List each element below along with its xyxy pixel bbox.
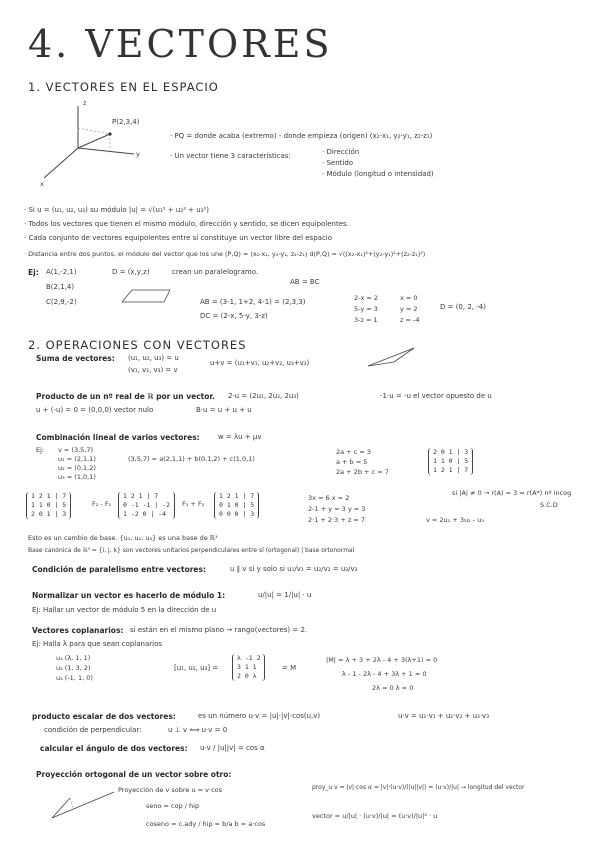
parallelogram-note: crean un paralelogramo.	[172, 268, 259, 276]
example-point: A(1,-2,1)	[46, 268, 77, 276]
solution-step: 3x = 6 x = 2	[308, 494, 350, 502]
parallelogram-sketch	[118, 284, 178, 308]
system-solution: x = 0	[400, 294, 418, 302]
combination-vector: v = (3,5,7)	[58, 446, 94, 454]
opposite-vector-eq: -1·u = -u el vector opuesto de u	[380, 392, 492, 400]
linear-combination-label: Combinación lineal de varios vectores:	[36, 433, 200, 442]
system-eq: 5-y = 3	[354, 305, 378, 313]
combination-system: 2a + 2b + c = 7	[336, 468, 389, 476]
null-vector-eq: u + (-u) = 0 = (0,0,0) vector nulo	[36, 406, 154, 414]
d-result: D = (0, 2, -4)	[440, 303, 486, 311]
section-heading-2: 2. OPERACIONES CON VECTORES	[28, 338, 247, 352]
determinant-note: si |A| ≠ 0 → r(A) = 3 = r(A*) nº incog	[452, 489, 572, 497]
ab-calculation: AB = (3-1, 1+2, 4-1) = (2,3,3)	[200, 298, 306, 306]
example-point: B(2,1,4)	[46, 283, 75, 291]
vector-characteristics-intro: · Un vector tiene 3 características:	[170, 152, 291, 160]
vector-char-item: · Sentido	[322, 159, 354, 167]
scalar-product-eq: 2·u = (2u₁, 2u₂, 2u₃)	[228, 392, 299, 400]
projection-triangle-sketch	[48, 784, 118, 824]
coplanar-vector: u₂ (1, 3, 2)	[56, 664, 91, 672]
angle-formula: u·v / |u||v| = cos α	[200, 744, 265, 752]
augmented-matrix-step: 1 2 1 | 7 0 -1 -1 | -2 1 -2 0 | -4	[118, 492, 175, 519]
augmented-matrix: 1 2 1 | 7 1 1 0 | 5 2 0 1 | 3	[26, 492, 71, 519]
coplanar-vector: u₃ (-1, 1, 0)	[56, 674, 93, 682]
pq-definition: · PQ = donde acaba (extremo) - donde empieza (origen) (x₂-x₁, y₂-y₁, z₂-z₁)	[170, 132, 433, 140]
projection-formula: proy_u v = |v|·cos α = |v|·(u·v)/(|u||v|) = (u·v)/|u| → longitud del vector	[312, 784, 525, 791]
row-operation: F₃ + F₂	[182, 500, 205, 508]
system-solution: y = 2	[400, 305, 418, 313]
cosine-definition: coseno = c.ady / hip = b/a b = a·cos	[146, 820, 266, 828]
note-line: · Todos los vectores que tienen el mismo módulo, dirección y sentido, se dicen equipolentes.	[24, 220, 349, 228]
coplanar-matrix-expression: [u₁, u₂, u₃] =	[174, 664, 219, 672]
note-line: · Cada conjunto de vectores equipolentes entre sí constituye un vector libre del espacio	[24, 234, 333, 242]
example-point-d: D = (x,y,z)	[112, 268, 150, 276]
combination-result: v = 2u₁ + 3u₂ - u₃	[426, 516, 484, 524]
basis-note: Esto es un cambio de base. {u₁, u₂, u₃} es una base de ℝ³	[28, 534, 218, 542]
note-line: · Distancia entre dos puntos, el módulo del vector que los une (P,Q) = (x₂-x₁, y₂-y₁, z₂-z₁) d(P,Q) = √((x₂-x₁)²+(y₂-y₁)²+(z₂-z₁)²)	[24, 250, 426, 258]
coplanar-matrix-name: = M	[282, 664, 297, 672]
coefficient-matrix: 2 0 1 | 3 1 1 0 | 5 1 2 1 | 7	[428, 448, 473, 475]
sum-vector-v: (v₁, v₂, v₃) = v	[128, 366, 178, 374]
combination-system: a + b = 5	[336, 458, 368, 466]
solution-step: 2-1 + y = 3 y = 3	[308, 505, 366, 513]
row-operation: F₂ - F₁	[92, 500, 112, 508]
system-eq: 3-z = 1	[354, 316, 378, 324]
parallelism-condition: u ∥ v si y solo si u₁/v₁ = u₂/v₂ = u₃/v₃	[230, 565, 358, 573]
normalize-eq: u/|u| = 1/|u| · u	[258, 591, 312, 599]
sine-definition: seno = cop / hip	[146, 802, 200, 810]
ab-equals-bc: AB = BC	[290, 278, 320, 286]
combination-vector: u₂ = (0,1,2)	[58, 464, 96, 472]
note-line: · Si u = (u₁, u₂, u₃) su módulo |u| = √(u₁² + u₂² + u₃²)	[24, 206, 210, 214]
axis-y-label: y	[136, 150, 140, 158]
axis-z-label: z	[83, 99, 87, 107]
dot-product-label: producto escalar de dos vectores:	[32, 712, 176, 721]
vector-sum-sketch	[364, 344, 418, 370]
coplanar-vector: u₁ (λ, 1, 1)	[56, 654, 91, 662]
axes-3d-figure	[38, 98, 158, 188]
example-label: Ej:	[28, 268, 39, 277]
projection-label: Proyección ortogonal de un vector sobre otro:	[36, 770, 232, 779]
sum-vector-u: (u₁, u₂, u₃) = u	[128, 354, 179, 362]
dot-product-components: u·v = u₁·v₁ + u₂·v₂ + u₃·v₃	[398, 712, 489, 720]
linear-combination-eq: w = λu + μv	[218, 433, 262, 441]
projection-description: Proyección de v sobre u = v·cos	[118, 786, 223, 794]
coplanar-example: Ej: Halla λ para que sean coplanarios	[32, 640, 163, 648]
combination-expression: (3,5,7) = a(2,1,1) + b(0,1,2) + c(1,0,1)	[128, 455, 255, 463]
vector-char-item: · Módulo (longitud o intensidad)	[322, 170, 434, 178]
canonical-basis-note: Base canónica de ℝ³ = {i, j, k} son vectores unitarios perpendiculares entre sí (ortogonal) | base ortonormal	[28, 547, 355, 554]
system-eq: 2-x = 2	[354, 294, 379, 302]
solution-step: 2·1 + 2·3 + z = 7	[308, 516, 365, 524]
axis-x-label: x	[40, 180, 44, 188]
scalar-product-label: Producto de un nº real de ℝ por un vector.	[36, 392, 215, 401]
coplanar-definition: si están en el mismo plano → rango(vectores) = 2.	[130, 626, 308, 634]
perpendicular-label: condición de perpendicular:	[44, 726, 142, 734]
combination-vector: u₁ = (2,1,1)	[58, 455, 96, 463]
vector-char-item: · Dirección	[322, 148, 360, 156]
projection-vector-formula: vector = u/|u| · (u·v)/|u| = (u·v)/|u|² · u	[312, 812, 438, 820]
triple-vector-eq: B·u = u + u + u	[196, 406, 252, 414]
dot-product-definition: es un número u·v = |u|·|v|·cos(u,v)	[198, 712, 321, 720]
sum-label: Suma de vectores:	[36, 354, 115, 363]
coplanar-matrix: λ -1 2 3 1 1 2 0 λ	[232, 654, 265, 681]
example-point: C(2,9,-2)	[46, 298, 77, 306]
dc-calculation: DC = (2-x, 5-y, 3-z)	[200, 312, 268, 320]
combination-system: 2a + c = 3	[336, 448, 371, 456]
coplanar-label: Vectores coplanarios:	[32, 626, 124, 635]
system-type: S.C.D	[540, 501, 558, 509]
section-heading-1: 1. VECTORES EN EL ESPACIO	[28, 80, 219, 94]
system-solution: z = -4	[400, 316, 420, 324]
angle-label: calcular el ángulo de dos vectores:	[40, 744, 188, 753]
determinant-step: 2λ = 0 λ = 0	[372, 684, 414, 692]
page-title: 4. VECTORES	[28, 22, 333, 66]
normalize-label: Normalizar un vector es hacerlo de módulo 1:	[32, 591, 226, 600]
combination-vector: u₃ = (1,0,1)	[58, 473, 96, 481]
reduced-matrix: 1 2 1 | 7 0 1 0 | 5 0 0 0 | 3	[214, 492, 259, 519]
perpendicular-condition: u ⊥ v ⟺ u·v = 0	[168, 726, 228, 734]
example-label: Ej:	[36, 446, 45, 454]
determinant-step: λ - 1 - 2λ - 4 + 3λ + 1 = 0	[342, 670, 427, 678]
point-p-label: P(2,3,4)	[112, 118, 140, 126]
parallelism-label: Condición de paralelismo entre vectores:	[32, 565, 206, 574]
normalize-example: Ej: Hallar un vector de módulo 5 en la dirección de u	[32, 606, 217, 614]
determinant-step: |M| = λ + 3 + 2λ - 4 + 3(λ+1) = 0	[326, 656, 438, 664]
sum-result: u+v = (u₁+v₁, u₂+v₂, u₃+v₃)	[210, 359, 310, 367]
